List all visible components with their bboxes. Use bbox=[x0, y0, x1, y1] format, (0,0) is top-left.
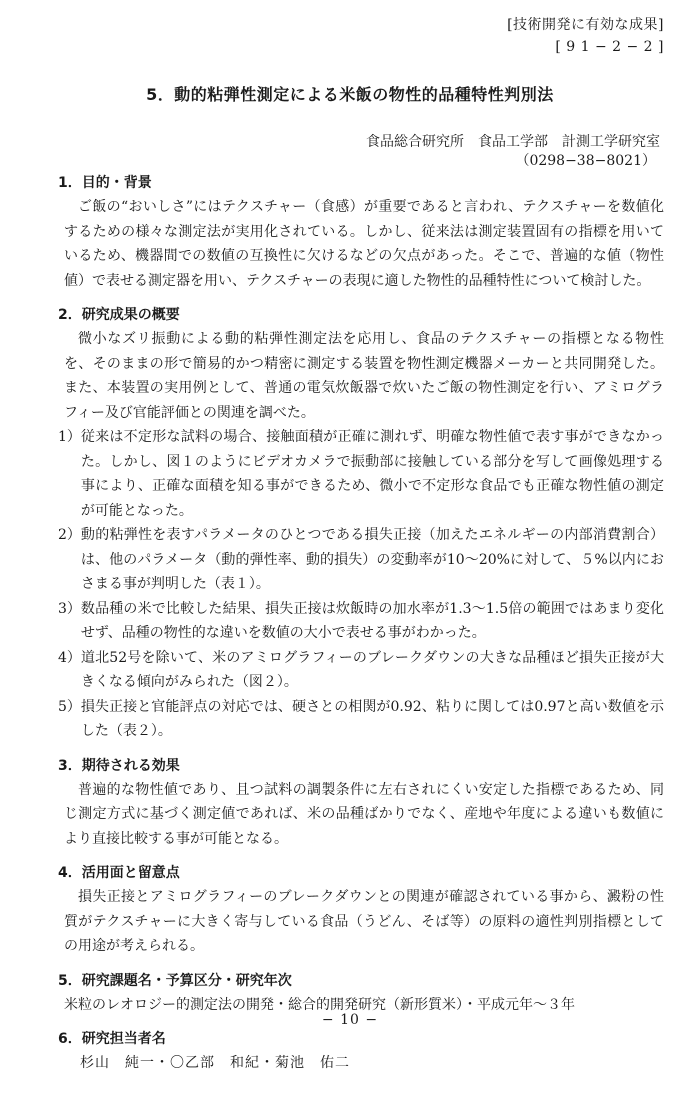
section-paragraph: 普遍的な物性値であり、且つ試料の調製条件に左右されにくい安定した指標であるため、同じ測定方式に基づく測定値であれば、米の品種ばかりでなく、産地や年度による違いも数値により直接比較する事が可能となる。 bbox=[64, 781, 664, 847]
list-item-number: 3） bbox=[58, 600, 81, 617]
researcher-names: 杉山 純一・〇乙部 和紀・菊池 佑二 bbox=[80, 1055, 350, 1071]
classification-code: [ 9 1 − 2 − 2 ] bbox=[555, 39, 664, 55]
section-results-summary bbox=[58, 303, 664, 744]
document-title: 5．動的粘弾性測定による米飯の物性的品種特性判別法 bbox=[146, 85, 554, 104]
list-item-text: 数品種の米で比較した結果、損失正接は炊飯時の加水率が1.3〜1.5倍の範囲ではあまり変化せず、品種の物性的な違いを数値の大小で表せる事がわかった。 bbox=[80, 600, 664, 641]
list-item-text: 動的粘弾性を表すパラメータのひとつである損失正接（加えたエネルギーの内部消費割合）は、他のパラメータ（動的弾性率、動的損失）の変動率が10〜20%に対して、５%以内におさまる事が判明した（表１）。 bbox=[80, 527, 664, 592]
section-heading: 3．期待される効果 bbox=[58, 757, 180, 774]
section-paragraph: 損失正接とアミログラフィーのブレークダウンとの関連が確認されている事から、澱粉の性質がテクスチャーに大きく寄与している食品（うどん、そば等）の原料の適性判別指標としての用途が考えられる。 bbox=[64, 889, 664, 954]
section-researchers bbox=[58, 1027, 664, 1076]
section-paragraph: ご飯の“おいしさ”にはテクスチャー（食感）が重要であると言われ、テクスチャーを数値化するための様々な測定法が実用化されている。しかし、従来法は測定装置固有の指標を用いているため、機器間での数値の互換性に欠けるなどの欠点があった。そこで、普遍的な値（物性値）で表せる測定器を用い、テクスチャーの表現に適した物性的品種特性について検討した。 bbox=[64, 199, 664, 289]
section-expected-effects bbox=[58, 754, 664, 852]
section-applications bbox=[58, 861, 664, 959]
list-item bbox=[58, 425, 664, 523]
list-item bbox=[58, 597, 664, 646]
affiliation-block bbox=[366, 133, 660, 171]
section-paragraph: 米粒のレオロジー的測定法の開発・総合的開発研究（新形質米）・平成元年〜３年 bbox=[64, 996, 575, 1013]
list-item-number: 1） bbox=[58, 429, 81, 445]
list-item bbox=[58, 646, 664, 695]
page-number: − 10 − bbox=[321, 1012, 379, 1028]
section-heading: 4．活用面と留意点 bbox=[58, 865, 180, 881]
affiliation-phone: （0298−38−8021） bbox=[515, 153, 656, 169]
classification-label bbox=[507, 14, 664, 58]
result-list bbox=[58, 425, 664, 744]
list-item-text: 損失正接と官能評点の対応では、硬さとの相関が0.92、粘りに関しては0.97と高い数値を示した（表２）。 bbox=[80, 698, 664, 739]
section-purpose bbox=[58, 171, 664, 293]
list-item bbox=[58, 695, 664, 744]
list-item-text: 従来は不定形な試料の場合、接触面積が正確に測れず、明確な物性値で表す事ができなかった。しかし、図１のようにビデオカメラで振動部に接触している部分を写して画像処理する事により、正確な面積を知る事ができるため、微小で不定形な食品でも正確な物性値の測定が可能となった。 bbox=[80, 429, 664, 519]
list-item-number: 5） bbox=[58, 698, 81, 715]
list-item-number: 4） bbox=[58, 649, 81, 666]
affiliation-name: 食品総合研究所 食品工学部 計測工学研究室 bbox=[366, 134, 660, 150]
document-body bbox=[58, 171, 664, 1086]
section-research-project bbox=[58, 969, 664, 1018]
section-heading: 1．目的・背景 bbox=[58, 175, 152, 191]
list-item-number: 2） bbox=[58, 527, 81, 543]
list-item bbox=[58, 523, 664, 597]
classification-category: [技術開発に有効な成果] bbox=[507, 17, 664, 33]
list-item-text: 道北52号を除いて、米のアミログラフィーのブレークダウンの大きな品種ほど損失正接が大きくなる傾向がみられた（図２）。 bbox=[80, 649, 664, 690]
section-paragraph: 微小なズリ振動による動的粘弾性測定法を応用し、食品のテクスチャーの指標となる物性を、そのままの形で簡易的かつ精密に測定する装置を物性測定機器メーカーと共同開発した。また、本装置の実用例として、普通の電気炊飯器で炊いたご飯の物性測定を行い、アミログラフィー及び官能評価との関連を調べた。 bbox=[64, 331, 664, 421]
section-heading: 2．研究成果の概要 bbox=[58, 307, 180, 323]
section-heading: 6．研究担当者名 bbox=[58, 1031, 166, 1047]
section-heading: 5．研究課題名・予算区分・研究年次 bbox=[58, 972, 292, 989]
